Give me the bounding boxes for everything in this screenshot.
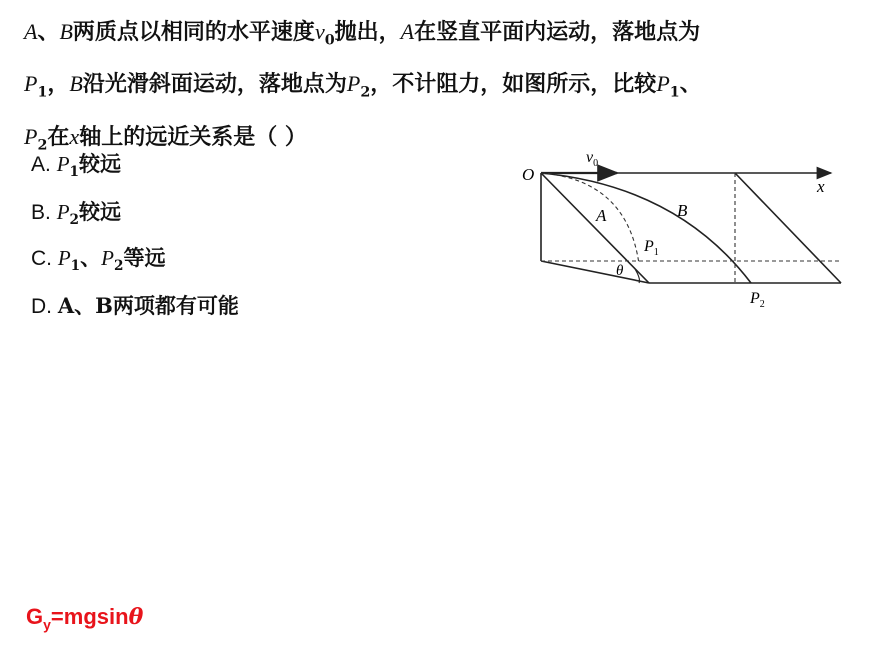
text: 轴上的远近关系是（ ）	[79, 123, 307, 150]
option-label: A.	[31, 153, 57, 176]
formula-rest: =mgsin	[50, 604, 129, 629]
text: 、	[37, 19, 60, 45]
physics-diagram	[517, 146, 857, 318]
text: 抛出，	[334, 19, 401, 45]
text: 、	[679, 71, 702, 98]
var-p: P	[24, 123, 38, 149]
label-p1: $P_1$	[644, 238, 659, 258]
var-a: A	[400, 19, 415, 44]
text: ，不计阻力，如图所示，比较	[370, 71, 657, 98]
subscript: 1	[669, 84, 680, 101]
text: ，	[47, 71, 70, 98]
label-theta: θ	[616, 263, 624, 279]
subscript: 1	[37, 84, 48, 101]
option-text: 较远	[79, 151, 122, 176]
label-o: O	[522, 165, 535, 184]
label-b: B	[677, 201, 688, 220]
var-p: P	[57, 246, 71, 270]
var-p: P	[656, 71, 670, 97]
subscript: 1	[70, 258, 81, 275]
option-d[interactable]	[31, 290, 239, 320]
var-p: P	[101, 246, 114, 270]
var-b: B	[59, 19, 73, 44]
option-text: 较远	[79, 199, 122, 224]
right-slant-edge	[735, 173, 841, 283]
formula-gy	[26, 604, 143, 632]
var-x: x	[69, 123, 80, 149]
option-c[interactable]	[31, 242, 166, 274]
var-p: P	[346, 71, 361, 97]
subscript: 2	[360, 84, 371, 101]
trajectory-b	[541, 173, 751, 283]
subscript: 2	[114, 258, 124, 275]
text: 两质点以相同的水平速度	[72, 19, 315, 45]
subscript: 1	[69, 164, 80, 181]
var-b: B	[69, 71, 83, 97]
option-label: B.	[31, 201, 57, 224]
option-b[interactable]	[31, 196, 121, 228]
formula-theta: θ	[128, 604, 144, 630]
option-label: D.	[31, 295, 58, 318]
label-a: A	[596, 206, 607, 225]
option-a[interactable]	[31, 148, 121, 180]
option-text: 等远	[123, 245, 166, 270]
option-text: A、B两项都有可能	[57, 293, 239, 318]
trajectory-a	[541, 173, 639, 264]
formula-g: G	[26, 604, 44, 629]
text: 在	[47, 123, 70, 150]
separator: 、	[80, 245, 102, 270]
var-a: A	[24, 19, 38, 44]
question-text	[24, 10, 879, 167]
var-p: P	[56, 200, 70, 224]
var-v: v	[314, 19, 325, 44]
front-bottom-edge	[541, 261, 649, 283]
option-label: C.	[31, 247, 58, 270]
label-v0: $v_0$	[586, 149, 599, 169]
subscript: 2	[69, 212, 80, 229]
label-p2: $P_2$	[750, 290, 765, 310]
var-p: P	[24, 71, 38, 97]
var-p: P	[56, 152, 70, 176]
question-line-1	[24, 10, 879, 62]
subscript: 0	[324, 32, 335, 49]
label-x: x	[817, 177, 825, 196]
text: 在竖直平面内运动，落地点为	[414, 19, 701, 45]
subscript: 2	[37, 137, 48, 154]
text: 沿光滑斜面运动，落地点为	[82, 71, 347, 98]
question-line-2	[24, 62, 879, 114]
subscript: y	[43, 616, 51, 633]
